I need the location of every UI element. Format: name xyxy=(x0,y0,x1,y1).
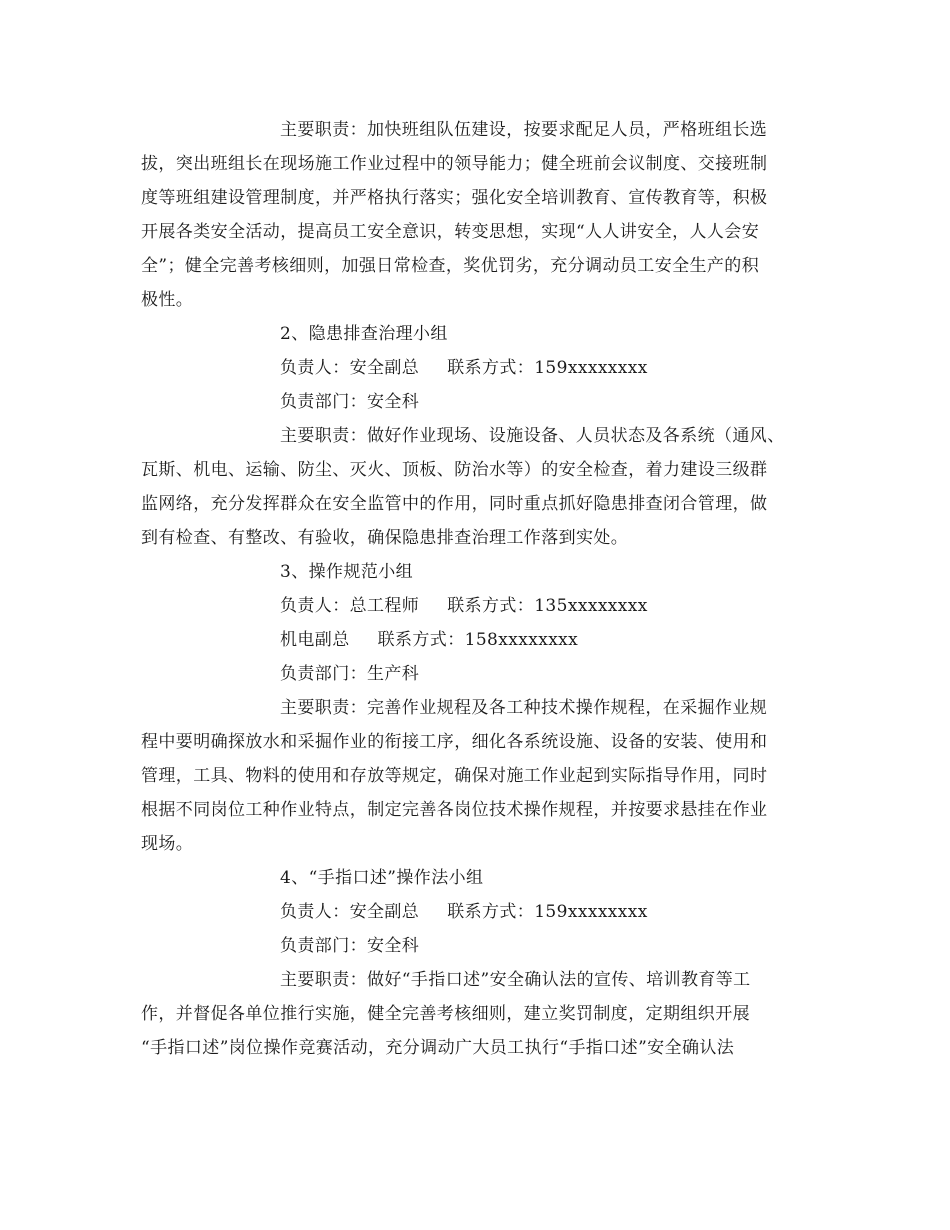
paragraph-line xyxy=(141,521,811,555)
paragraph-line xyxy=(141,385,811,419)
paragraph-line xyxy=(141,1031,811,1065)
paragraph-line xyxy=(141,929,811,963)
paragraph-line xyxy=(141,759,811,793)
paragraph-line xyxy=(141,113,811,147)
paragraph-line xyxy=(141,963,811,997)
line-text: 开展各类安全活动，提高员工安全意识，转变思想，实现“人人讲安全，人人会安 xyxy=(141,222,760,242)
paragraph-line xyxy=(141,419,811,453)
line-text: 负责人：安全副总 xyxy=(280,358,420,378)
paragraph-line xyxy=(141,147,811,181)
paragraph-line xyxy=(141,691,811,725)
paragraph-line xyxy=(141,487,811,521)
line-text: 度等班组建设管理制度，并严格执行落实；强化安全培训教育、宣传教育等，积极 xyxy=(141,188,768,208)
paragraph-line xyxy=(141,827,811,861)
paragraph-line xyxy=(141,351,811,385)
line-text: 负责人：安全副总 xyxy=(280,902,420,922)
line-text: 4、“手指口述”操作法小组 xyxy=(280,868,484,888)
contact-text: 联系方式：158xxxxxxxx xyxy=(377,630,579,650)
line-text: 主要职责：做好作业现场、设施设备、人员状态及各系统（通风、 xyxy=(280,426,785,446)
line-text: 作，并督促各单位推行实施，健全完善考核细则，建立奖罚制度，定期组织开展 xyxy=(141,1004,750,1024)
line-text: 程中要明确探放水和采掘作业的衔接工序，细化各系统设施、设备的安装、使用和 xyxy=(141,732,768,752)
line-text: 根据不同岗位工种作业特点，制定完善各岗位技术操作规程，并按要求悬挂在作业 xyxy=(141,800,768,820)
paragraph-line xyxy=(141,317,811,351)
contact-text: 联系方式：135xxxxxxxx xyxy=(447,596,648,616)
contact-text: 联系方式：159xxxxxxxx xyxy=(447,902,648,922)
paragraph-line xyxy=(141,215,811,249)
line-text: “手指口述”岗位操作竞赛活动，充分调动广大员工执行“手指口述”安全确认法 xyxy=(141,1038,735,1058)
line-text: 3、操作规范小组 xyxy=(280,562,414,582)
paragraph-line xyxy=(141,657,811,691)
line-text: 负责人：总工程师 xyxy=(280,596,420,616)
paragraph-line xyxy=(141,555,811,589)
paragraph-line xyxy=(141,623,811,657)
line-text: 到有检查、有整改、有验收，确保隐患排查治理工作落到实处。 xyxy=(141,528,629,548)
paragraph-line xyxy=(141,725,811,759)
document-page xyxy=(141,113,811,1065)
line-text: 极性。 xyxy=(141,290,194,310)
line-text: 主要职责：做好“手指口述”安全确认法的宣传、培训教育等工 xyxy=(280,970,751,990)
paragraph-line xyxy=(141,249,811,283)
line-text: 管理，工具、物料的使用和存放等规定，确保对施工作业起到实际指导作用，同时 xyxy=(141,766,768,786)
paragraph-line xyxy=(141,895,811,929)
line-text: 全”；健全完善考核细则，加强日常检查，奖优罚劣，充分调动员工安全生产的积 xyxy=(141,256,760,276)
line-text: 负责部门：安全科 xyxy=(280,392,420,412)
line-text: 瓦斯、机电、运输、防尘、灭火、顶板、防治水等）的安全检查，着力建设三级群 xyxy=(141,460,768,480)
contact-text: 联系方式：159xxxxxxxx xyxy=(447,358,648,378)
paragraph-line xyxy=(141,589,811,623)
paragraph-line xyxy=(141,453,811,487)
paragraph-line xyxy=(141,181,811,215)
paragraph-line xyxy=(141,997,811,1031)
line-text: 负责部门：安全科 xyxy=(280,936,420,956)
paragraph-line xyxy=(141,283,811,317)
line-text: 监网络，充分发挥群众在安全监管中的作用，同时重点抓好隐患排查闭合管理，做 xyxy=(141,494,768,514)
paragraph-line xyxy=(141,861,811,895)
line-text: 2、隐患排查治理小组 xyxy=(280,324,448,344)
line-text: 拔，突出班组长在现场施工作业过程中的领导能力；健全班前会议制度、交接班制 xyxy=(141,154,768,174)
line-text: 主要职责：完善作业规程及各工种技术操作规程，在采掘作业规 xyxy=(280,698,768,718)
line-text: 机电副总 xyxy=(280,630,350,650)
line-text: 主要职责：加快班组队伍建设，按要求配足人员，严格班组长选 xyxy=(280,120,768,140)
paragraph-line xyxy=(141,793,811,827)
line-text: 现场。 xyxy=(141,834,194,854)
line-text: 负责部门：生产科 xyxy=(280,664,420,684)
